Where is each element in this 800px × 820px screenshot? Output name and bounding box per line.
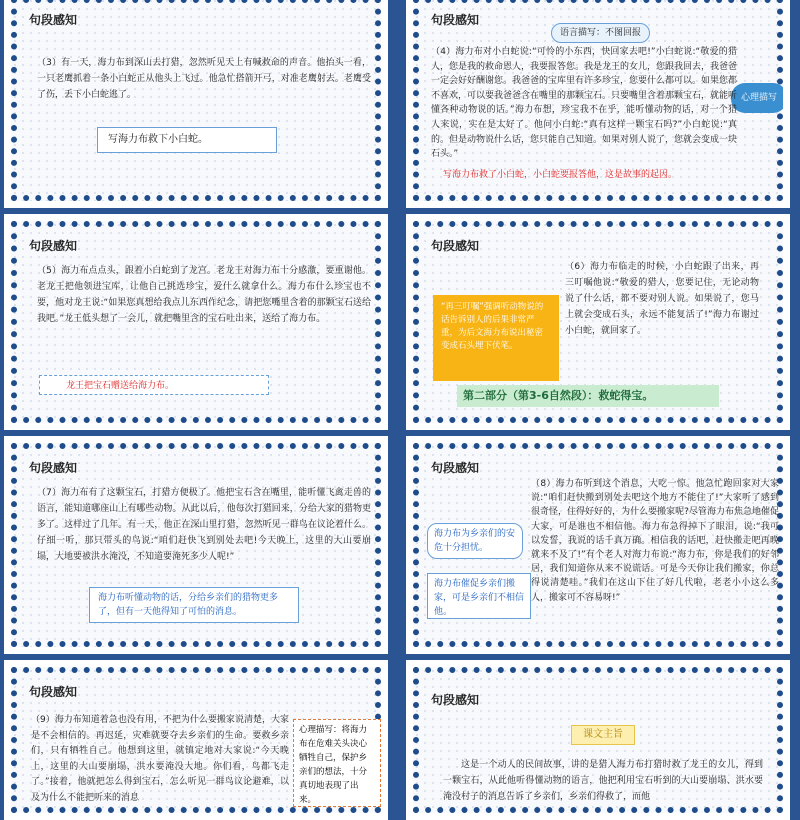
slide-title: 句段感知 bbox=[431, 693, 480, 707]
slide-3 bbox=[4, 214, 388, 430]
slide-4 bbox=[406, 214, 790, 430]
urge-note: 海力布催促乡亲们搬家，可是乡亲们不相信他。 bbox=[427, 573, 531, 619]
slide-1 bbox=[4, 0, 388, 208]
summary-note: 海力布听懂动物的话，分给乡亲们的猎物更多了，但有一天他得知了可怕的消息。 bbox=[89, 587, 299, 623]
concern-note: 海力布为乡亲们的安危十分担忧。 bbox=[427, 523, 523, 559]
paragraph-9: （9）海力布知道着急也没有用，不把为什么要搬家说清楚，大家是不会相信的。再迟延，灾难就要夺去乡亲们的生命。要救乡亲们，只有牺牲自己。他想到这里，就镇定地对大家说:“今天晚上，这里的大山要崩塌，洪水要淹没大地。你们看，鸟都飞走了。”接着，他就把怎么得到宝石，怎么听见一群鸟议论避难，以及为什么不能把听来的消息 bbox=[31, 715, 289, 803]
slide-8 bbox=[406, 660, 790, 820]
slide-title: 句段感知 bbox=[29, 13, 78, 27]
theme-paragraph: 这是一个动人的民间故事，讲的是猎人海力布打猎时救了龙王的女儿，得到一颗宝石，从此他听得懂动物的语言，他把利用宝石听到的大山要崩塌、洪水要淹没村子的消息告诉了乡亲们，乡亲们得救了，而他 bbox=[443, 760, 763, 802]
slide-title: 句段感知 bbox=[29, 239, 78, 253]
slide-7 bbox=[4, 660, 388, 820]
slide-title: 句段感知 bbox=[431, 239, 480, 253]
slide-2 bbox=[406, 0, 790, 208]
slide-title: 句段感知 bbox=[431, 461, 480, 475]
paragraph-5: （5）海力布点点头，跟着小白蛇到了龙宫。老龙王对海力布十分感激，要重谢他。老龙王把他领进宝库，让他自己挑选珍宝，爱什么就拿什么。海力布什么珍宝也不要，他对龙王说:“如果您真想给我点儿东西作纪念，请把您嘴里含着的那颗宝石送给我吧。”龙王低头想了一会儿，就把嘴里含的宝石吐出来，送给了海力布。 bbox=[37, 266, 371, 324]
paragraph-6: （6）海力布临走的时候，小白蛇跟了出来，再三叮嘱他说:“敬爱的猎人，您要记住，无论动物说了什么话，都不要对别人说。如果说了，您马上就会变成石头，永远不能复活了!”海力布谢过小白蛇，就回家了。 bbox=[565, 262, 759, 336]
summary-note: 写海力布救了小白蛇，小白蛇要报答他，这是故事的起因。 bbox=[443, 170, 678, 180]
highlight-note: “再三叮嘱”强调听动物说的话告诉别人的后果非常严重，为后文海力布说出秘密变成石头埋下伏笔。 bbox=[433, 295, 559, 381]
language-tag: 语言描写：不图回报 bbox=[551, 23, 650, 43]
psychology-note: 心理描写：将海力布在危难关头决心牺牲自己，保护乡亲们的想法，十分真切地表现了出来。 bbox=[293, 719, 381, 807]
slide-title: 句段感知 bbox=[431, 13, 480, 27]
paragraph-3: （3）有一天，海力布到深山去打猎，忽然听见天上有喊救命的声音。他抬头一看，一只老鹰抓着一条小白蛇正从他头上飞过。他急忙搭箭开弓，对准老鹰射去。老鹰受了伤，丢下小白蛇逃了。 bbox=[37, 58, 371, 100]
paragraph-8: （8）海力布听到这个消息，大吃一惊。他急忙跑回家对大家说:“咱们赶快搬到别处去吧这个地方不能住了!”大家听了感到很奇怪，住得好好的，为什么要搬家呢?尽管海力布焦急地催促大家，可是谁也不相信他。海力布急得掉下了眼泪，说:“我可以发誓，我说的话千真万确。相信我的话吧，赶快搬走吧再晚就来不及了!”有个老人对海力布说:“海力布，你是我们的好邻居，我们知道你从来不说谎话。可是今天你让我们搬家，你总得说清楚哇。”我们在这山下住了好几代啦，老老小小这么多人，搬家可不容易呀!” bbox=[531, 479, 779, 603]
theme-tag: 课文主旨 bbox=[571, 725, 635, 745]
slide-6 bbox=[406, 436, 790, 654]
slide-title: 句段感知 bbox=[29, 461, 78, 475]
paragraph-4: （4）海力布对小白蛇说:“可怜的小东西，快回家去吧!”小白蛇说:“敬爱的猎人，您是我的救命恩人，我要报答您。我是龙王的女儿，您跟我回去，我爸爸一定会好好酬谢您。我爸爸的宝库里有许多珍宝，您要什么都可以。如果您都不喜欢，可以要我爸爸含在嘴里的那颗宝石。只要嘴里含着那颗宝石，就能听懂各种动物说的话。”海力布想，珍宝我不在乎，能听懂动物的话，对一个猎人来说，实在是太好了。他问小白蛇:“真有这样一颗宝石吗?”小白蛇说:“真的。但是动物说什么话，您只能自己知道。如果对别人说了，您就会变成一块石头。” bbox=[431, 47, 738, 160]
paragraph-7: （7）海力布有了这颗宝石，打猎方便极了。他把宝石含在嘴里，能听懂飞禽走兽的语言，能知道哪座山上有哪些动物。从此以后，他每次打猎回来，分给大家的猎物更多了。这样过了几年。有一天，他正在深山里打猎，忽然听见一群鸟在议论着什么。仔细一听，那只带头的鸟说:“咱们赶快飞到别处去吧!今天晚上，这里的大山要崩塌，大地要被洪水淹没，不知道要淹死多少人呢!” bbox=[37, 488, 371, 562]
summary-note: 写海力布救下小白蛇。 bbox=[97, 127, 277, 153]
psychology-tag: 心理描写 bbox=[731, 83, 787, 113]
summary-note: 龙王把宝石赠送给海力布。 bbox=[39, 375, 269, 395]
slide-title: 句段感知 bbox=[29, 685, 78, 699]
section-summary: 第二部分（第3-6自然段）：救蛇得宝。 bbox=[457, 385, 719, 407]
slide-5 bbox=[4, 436, 388, 654]
